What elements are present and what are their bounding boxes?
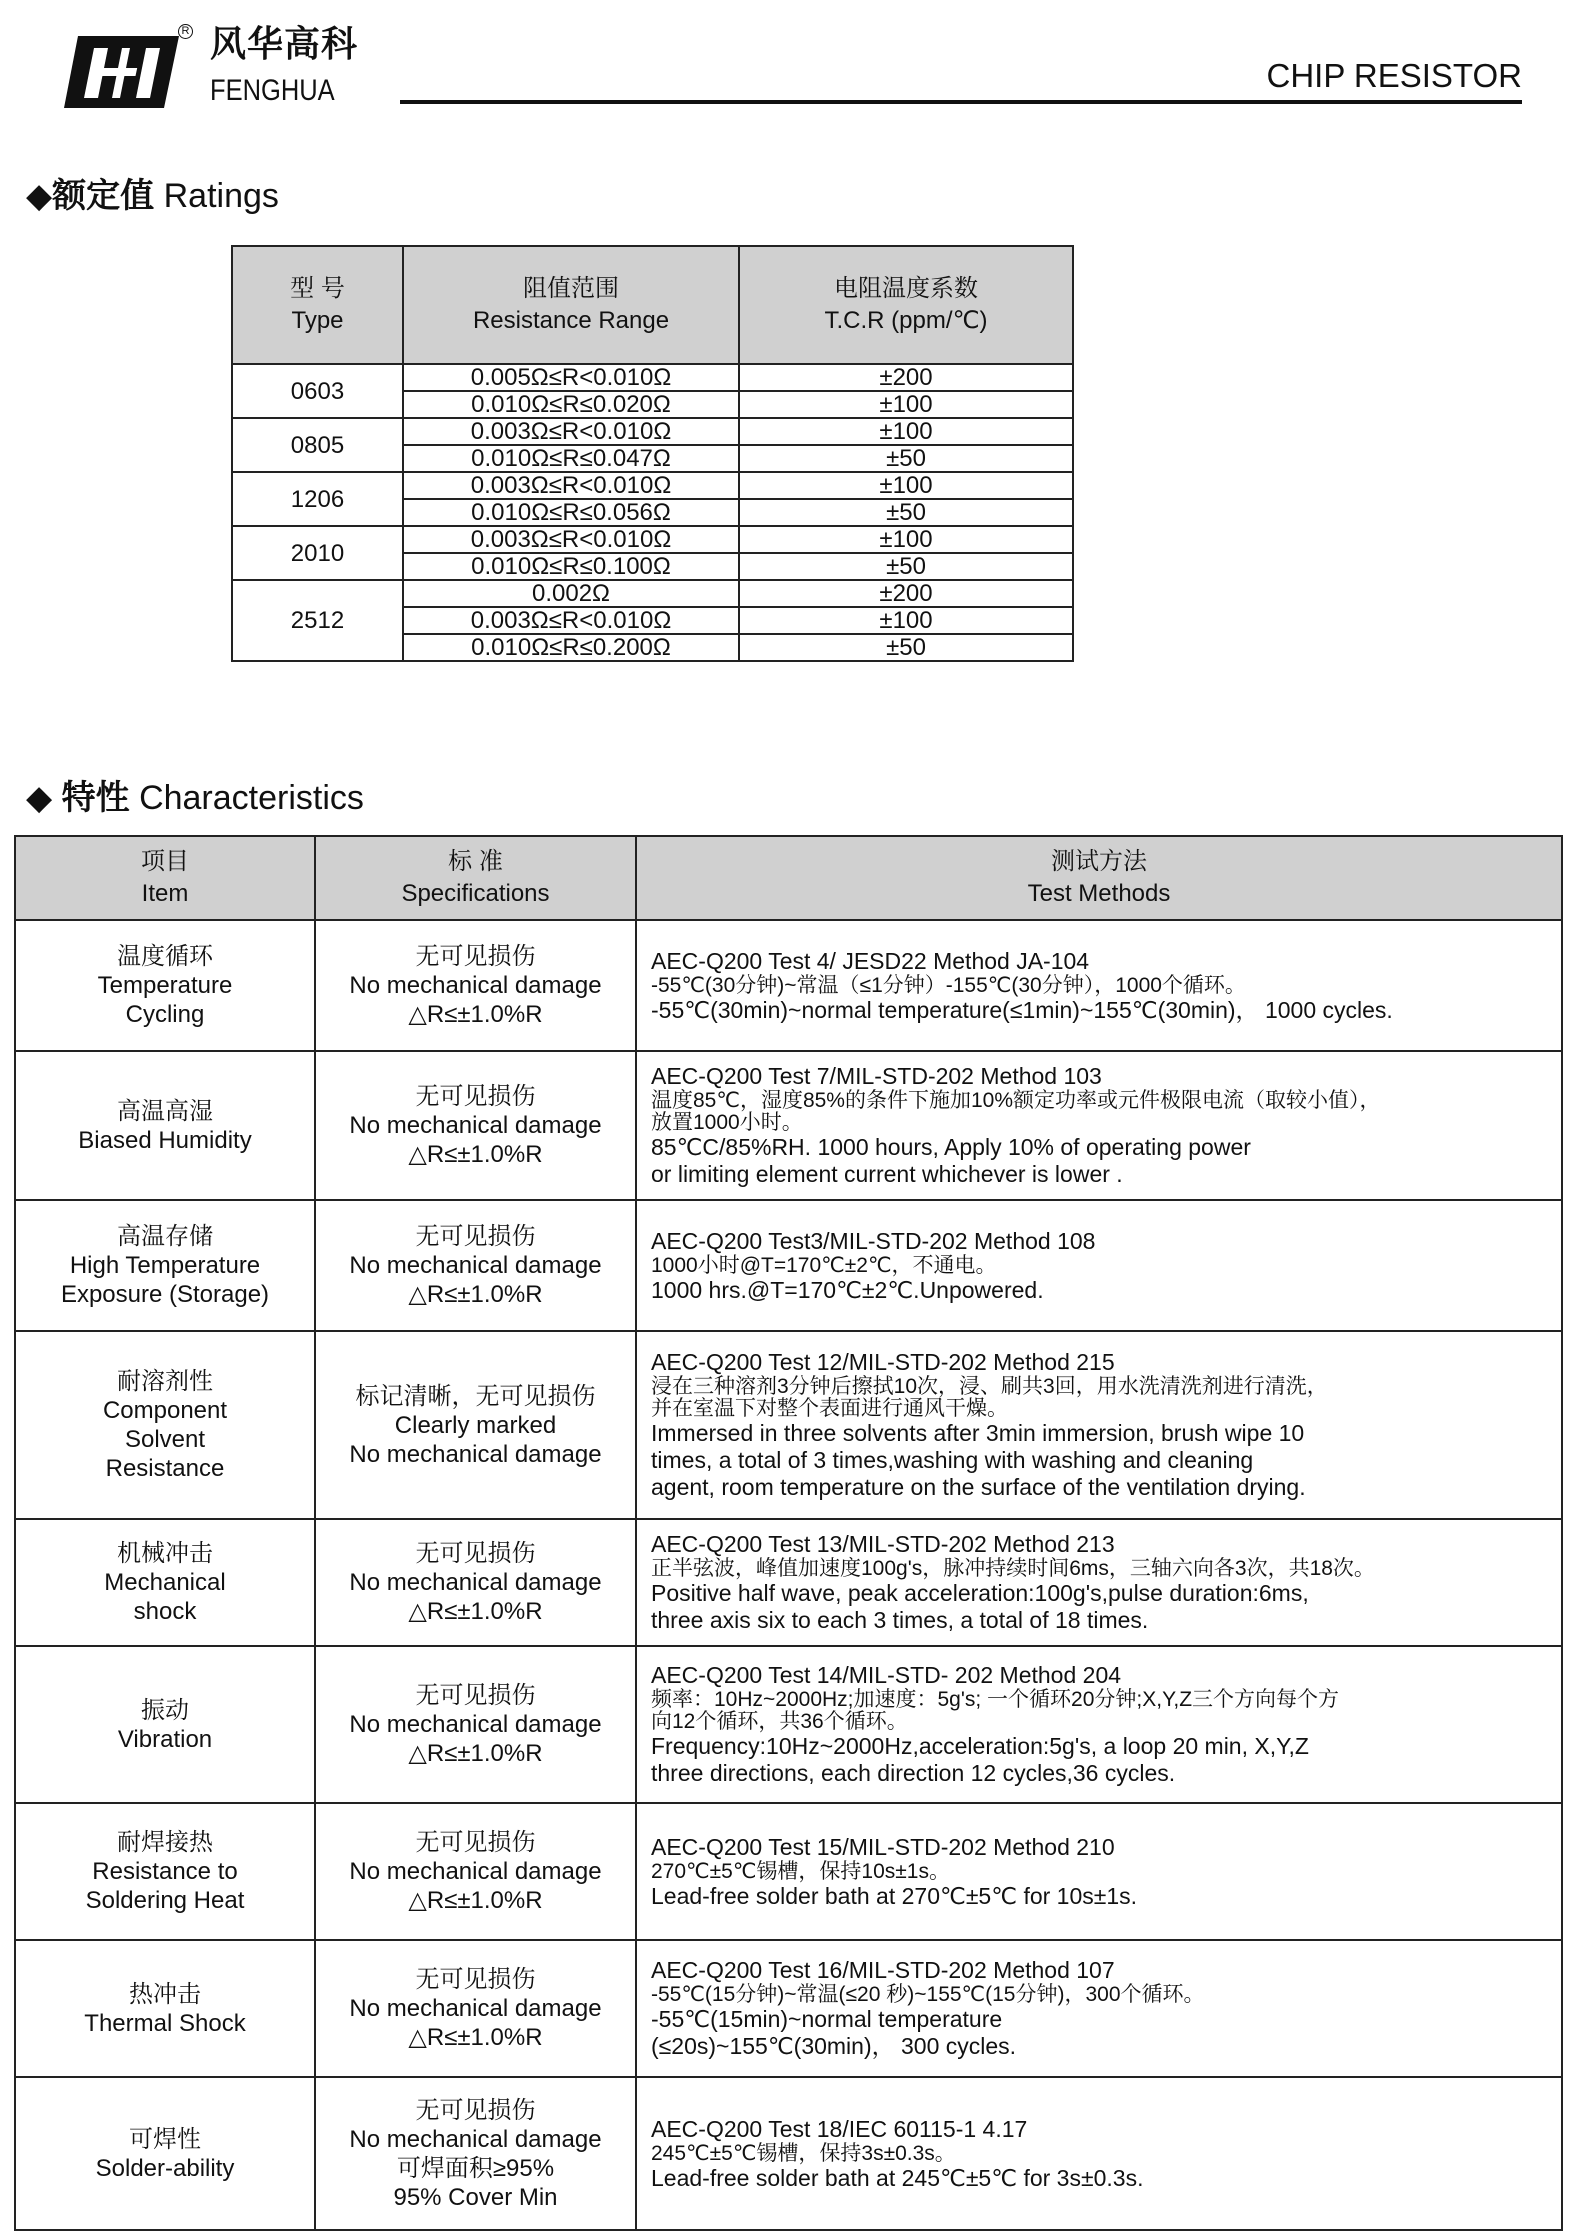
- ratings-row: [232, 418, 1073, 445]
- type-cell: 0805: [232, 418, 403, 472]
- item-line: Soldering Heat: [85, 1887, 245, 1914]
- specification-line: △R≤±1.0%R: [408, 2024, 543, 2051]
- characteristic-row: [15, 1940, 1562, 2077]
- test-method-line: Positive half wave, peak acceleration:100g's,pulse duration:6ms,: [651, 1580, 1309, 1606]
- test-method-cell: [636, 1200, 1562, 1331]
- specification-line: 无可见损伤: [415, 943, 536, 970]
- header-type: 型 号 Type: [232, 246, 403, 364]
- item-line: Solder-ability: [95, 2154, 235, 2182]
- resistance-range-cell: 0.010Ω≤R≤0.020Ω: [403, 391, 739, 418]
- tcr-cell: ±200: [739, 580, 1073, 607]
- characteristic-row: [15, 1646, 1562, 1803]
- test-method-line: 浸在三种溶剂3分钟后擦拭10次，浸、刷共3回，用水洗清洗剂进行清洗，: [651, 1375, 1328, 1398]
- test-method-line: AEC-Q200 Test 4/ JESD22 Method JA-104: [651, 947, 1090, 974]
- test-method-line: 1000小时@T=170℃±2℃，不通电。: [651, 1253, 997, 1277]
- item-line: Component: [102, 1397, 228, 1424]
- header-specifications: 标 准 Specifications: [315, 836, 636, 920]
- item-line: 机械冲击: [117, 1540, 213, 1567]
- item-line: Resistance to: [92, 1858, 238, 1885]
- specification-line: 可焊面积≥95%: [396, 2154, 555, 2182]
- registered-mark: R: [178, 24, 193, 39]
- item-cell: [15, 1940, 315, 2077]
- fenghua-logo: [64, 24, 394, 112]
- tcr-cell: ±50: [739, 499, 1073, 526]
- specification-line: No mechanical damage: [349, 1858, 602, 1885]
- type-cell: 0603: [232, 364, 403, 418]
- specification-line: 无可见损伤: [415, 1083, 536, 1110]
- specification-line: No mechanical damage: [349, 1112, 602, 1139]
- specification-cell: [315, 1646, 636, 1803]
- characteristics-header-row: [15, 836, 1562, 920]
- test-method-line: AEC-Q200 Test 13/MIL-STD-202 Method 213: [651, 1531, 1115, 1557]
- ratings-row: [232, 364, 1073, 391]
- test-method-line: AEC-Q200 Test 16/MIL-STD-202 Method 107: [651, 1957, 1115, 1983]
- test-method-cell: [636, 1519, 1562, 1646]
- ratings-row: [232, 580, 1073, 607]
- test-method-cell: [636, 920, 1562, 1051]
- item-line: Biased Humidity: [78, 1126, 252, 1154]
- ratings-row: [232, 526, 1073, 553]
- resistance-range-cell: 0.010Ω≤R≤0.100Ω: [403, 553, 739, 580]
- specification-cell: [315, 920, 636, 1051]
- test-method-line: times, a total of 3 times,washing with washing and cleaning: [651, 1447, 1254, 1473]
- characteristic-row: [15, 1519, 1562, 1646]
- ratings-title-en: Ratings: [163, 177, 279, 215]
- specification-line: No mechanical damage: [349, 972, 602, 999]
- specification-line: 无可见损伤: [415, 1966, 536, 1993]
- logo-english-name: FENGHUA: [210, 74, 335, 107]
- test-method-line: (≤20s)~155℃(30min)， 300 cycles.: [651, 2033, 1017, 2059]
- test-method-line: -55℃(15min)~normal temperature: [651, 2006, 1003, 2032]
- characteristics-table: [14, 835, 1563, 2231]
- specification-line: △R≤±1.0%R: [408, 1281, 543, 1308]
- ratings-section-title: [26, 168, 279, 217]
- resistance-range-cell: 0.010Ω≤R≤0.200Ω: [403, 634, 739, 661]
- specification-line: 无可见损伤: [415, 1540, 536, 1567]
- test-method-line: AEC-Q200 Test3/MIL-STD-202 Method 108: [651, 1227, 1096, 1254]
- test-method-line: 1000 hrs.@T=170℃±2℃.Unpowered.: [651, 1276, 1044, 1303]
- test-method-line: -55℃(30min)~normal temperature(≤1min)~155℃(30min)， 1000 cycles.: [651, 996, 1393, 1023]
- test-method-line: Lead-free solder bath at 245℃±5℃ for 3s±0.3s.: [651, 2164, 1144, 2191]
- fenghua-logo-mark-icon: [64, 36, 179, 108]
- item-line: 高温高湿: [117, 1097, 213, 1125]
- header-test-methods: 测试方法 Test Methods: [636, 836, 1562, 920]
- characteristics-section-title: [26, 770, 364, 819]
- specification-line: △R≤±1.0%R: [408, 1598, 543, 1625]
- item-line: 高温存储: [117, 1223, 213, 1250]
- specification-line: No mechanical damage: [349, 1440, 602, 1468]
- specification-line: No mechanical damage: [349, 1569, 602, 1596]
- test-method-line: 放置1000小时。: [651, 1111, 803, 1134]
- tcr-cell: ±100: [739, 391, 1073, 418]
- specification-cell: [315, 1331, 636, 1519]
- type-cell: 2010: [232, 526, 403, 580]
- specification-line: No mechanical damage: [349, 2125, 602, 2153]
- test-method-line: Lead-free solder bath at 270℃±5℃ for 10s±1s.: [651, 1882, 1138, 1909]
- type-cell: 1206: [232, 472, 403, 526]
- header-resistance-range: 阻值范围 Resistance Range: [403, 246, 739, 364]
- item-line: Cycling: [125, 1001, 205, 1028]
- tcr-cell: ±50: [739, 634, 1073, 661]
- item-cell: [15, 1519, 315, 1646]
- test-method-cell: [636, 1331, 1562, 1519]
- test-method-line: agent, room temperature on the surface of the ventilation drying.: [651, 1474, 1306, 1500]
- test-method-cell: [636, 2077, 1562, 2230]
- item-line: Resistance: [105, 1455, 225, 1482]
- characteristic-row: [15, 1200, 1562, 1331]
- test-method-line: three directions, each direction 12 cycles,36 cycles.: [651, 1760, 1176, 1786]
- resistance-range-cell: 0.010Ω≤R≤0.056Ω: [403, 499, 739, 526]
- test-method-line: Immersed in three solvents after 3min immersion, brush wipe 10: [651, 1420, 1305, 1446]
- specification-line: △R≤±1.0%R: [408, 1001, 543, 1028]
- item-line: 可焊性: [129, 2125, 201, 2153]
- test-method-cell: [636, 1940, 1562, 2077]
- resistance-range-cell: 0.003Ω≤R<0.010Ω: [403, 607, 739, 634]
- item-cell: [15, 2077, 315, 2230]
- tcr-cell: ±100: [739, 526, 1073, 553]
- test-method-line: AEC-Q200 Test 15/MIL-STD-202 Method 210: [651, 1833, 1115, 1860]
- resistance-range-cell: 0.002Ω: [403, 580, 739, 607]
- test-method-cell: [636, 1051, 1562, 1200]
- test-method-line: AEC-Q200 Test 14/MIL-STD- 202 Method 204: [651, 1662, 1122, 1688]
- diamond-bullet-icon: ◆: [26, 779, 53, 817]
- test-method-line: AEC-Q200 Test 7/MIL-STD-202 Method 103: [651, 1063, 1102, 1089]
- characteristic-row: [15, 1331, 1562, 1519]
- resistance-range-cell: 0.005Ω≤R<0.010Ω: [403, 364, 739, 391]
- item-line: Exposure (Storage): [60, 1281, 270, 1308]
- header-tcr: 电阻温度系数 T.C.R (ppm/℃): [739, 246, 1073, 364]
- test-method-line: or limiting element current whichever is lower .: [651, 1161, 1123, 1187]
- item-line: 耐焊接热: [117, 1829, 213, 1856]
- test-method-line: three axis six to each 3 times, a total of 18 times.: [651, 1607, 1149, 1633]
- item-cell: [15, 1200, 315, 1331]
- item-line: Mechanical: [104, 1569, 226, 1596]
- test-method-line: AEC-Q200 Test 12/MIL-STD-202 Method 215: [651, 1349, 1115, 1375]
- characteristic-row: [15, 1051, 1562, 1200]
- test-method-line: 85℃C/85%RH. 1000 hours, Apply 10% of operating power: [651, 1134, 1251, 1160]
- specification-line: 无可见损伤: [415, 2096, 536, 2124]
- characteristics-title-cn: 特性: [61, 779, 130, 817]
- item-cell: [15, 920, 315, 1051]
- tcr-cell: ±200: [739, 364, 1073, 391]
- resistance-range-cell: 0.003Ω≤R<0.010Ω: [403, 472, 739, 499]
- item-line: 热冲击: [129, 1980, 201, 2008]
- ratings-table: [231, 245, 1074, 662]
- type-cell: 2512: [232, 580, 403, 661]
- item-line: High Temperature: [69, 1252, 261, 1279]
- specification-cell: [315, 1940, 636, 2077]
- specification-cell: [315, 1051, 636, 1200]
- specification-cell: [315, 2077, 636, 2230]
- resistance-range-cell: 0.003Ω≤R<0.010Ω: [403, 418, 739, 445]
- test-method-line: 温度85℃，湿度85%的条件下施加10%额定功率或元件极限电流（取较小值），: [651, 1089, 1381, 1112]
- logo-chinese-name: 风华高科: [210, 23, 359, 64]
- item-line: Temperature: [97, 972, 233, 999]
- specification-line: Clearly marked: [394, 1411, 557, 1439]
- item-cell: [15, 1331, 315, 1519]
- specification-line: △R≤±1.0%R: [408, 1141, 543, 1168]
- specification-cell: [315, 1803, 636, 1940]
- specification-line: No mechanical damage: [349, 1711, 602, 1738]
- test-method-line: -55℃(30分钟)~常温（≤1分钟）-155℃(30分钟），1000个循环。: [651, 973, 1246, 997]
- specification-cell: [315, 1519, 636, 1646]
- item-line: shock: [133, 1598, 197, 1625]
- diamond-bullet-icon: ◆: [26, 177, 53, 215]
- header-item: 项目 Item: [15, 836, 315, 920]
- test-method-line: 245℃±5℃锡槽，保持3s±0.3s。: [651, 2141, 956, 2165]
- specification-line: No mechanical damage: [349, 1995, 602, 2022]
- specification-line: 标记清晰，无可见损伤: [355, 1382, 596, 1410]
- tcr-cell: ±50: [739, 445, 1073, 472]
- test-method-cell: [636, 1803, 1562, 1940]
- test-method-line: -55℃(15分钟)~常温(≤20 秒)~155℃(15分钟)，300个循环。: [651, 1983, 1205, 2006]
- test-method-line: Frequency:10Hz~2000Hz,acceleration:5g's, a loop 20 min, X,Y,Z: [651, 1733, 1309, 1759]
- specification-line: No mechanical damage: [349, 1252, 602, 1279]
- specification-line: 无可见损伤: [415, 1223, 536, 1250]
- specification-line: △R≤±1.0%R: [408, 1740, 543, 1767]
- item-line: 温度循环: [117, 943, 213, 970]
- specification-line: 无可见损伤: [415, 1682, 536, 1709]
- ratings-header-row: [232, 246, 1073, 364]
- characteristic-row: [15, 2077, 1562, 2230]
- ratings-title-cn: 额定值: [52, 177, 155, 215]
- item-line: Solvent: [124, 1426, 206, 1453]
- item-line: 振动: [141, 1696, 189, 1724]
- item-line: Thermal Shock: [84, 2009, 246, 2037]
- test-method-line: 并在室温下对整个表面进行通风干燥。: [651, 1397, 1008, 1420]
- item-cell: [15, 1803, 315, 1940]
- specification-line: 无可见损伤: [415, 1829, 536, 1856]
- characteristic-row: [15, 920, 1562, 1051]
- characteristic-row: [15, 1803, 1562, 1940]
- test-method-line: AEC-Q200 Test 18/IEC 60115-1 4.17: [651, 2115, 1028, 2142]
- specification-cell: [315, 1200, 636, 1331]
- tcr-cell: ±100: [739, 472, 1073, 499]
- characteristics-title-en: Characteristics: [139, 779, 364, 817]
- tcr-cell: ±50: [739, 553, 1073, 580]
- test-method-line: 正半弦波，峰值加速度100g's，脉冲持续时间6ms，三轴六向各3次，共18次。: [651, 1557, 1375, 1580]
- resistance-range-cell: 0.003Ω≤R<0.010Ω: [403, 526, 739, 553]
- test-method-line: 向12个循环，共36个循环。: [651, 1710, 908, 1733]
- specification-line: 95% Cover Min: [393, 2183, 558, 2211]
- tcr-cell: ±100: [739, 418, 1073, 445]
- resistance-range-cell: 0.010Ω≤R≤0.047Ω: [403, 445, 739, 472]
- document-title: CHIP RESISTOR: [1266, 57, 1522, 94]
- tcr-cell: ±100: [739, 607, 1073, 634]
- item-cell: [15, 1646, 315, 1803]
- specification-line: △R≤±1.0%R: [408, 1887, 543, 1914]
- item-line: 耐溶剂性: [117, 1368, 213, 1395]
- test-method-line: 270℃±5℃锡槽，保持10s±1s。: [651, 1859, 950, 1883]
- test-method-cell: [636, 1646, 1562, 1803]
- item-line: Vibration: [117, 1725, 213, 1753]
- test-method-line: 频率：10Hz~2000Hz;加速度：5g's; 一个循环20分钟;X,Y,Z三个方向每个方: [651, 1688, 1340, 1711]
- item-cell: [15, 1051, 315, 1200]
- header-divider: [400, 100, 1522, 104]
- ratings-row: [232, 472, 1073, 499]
